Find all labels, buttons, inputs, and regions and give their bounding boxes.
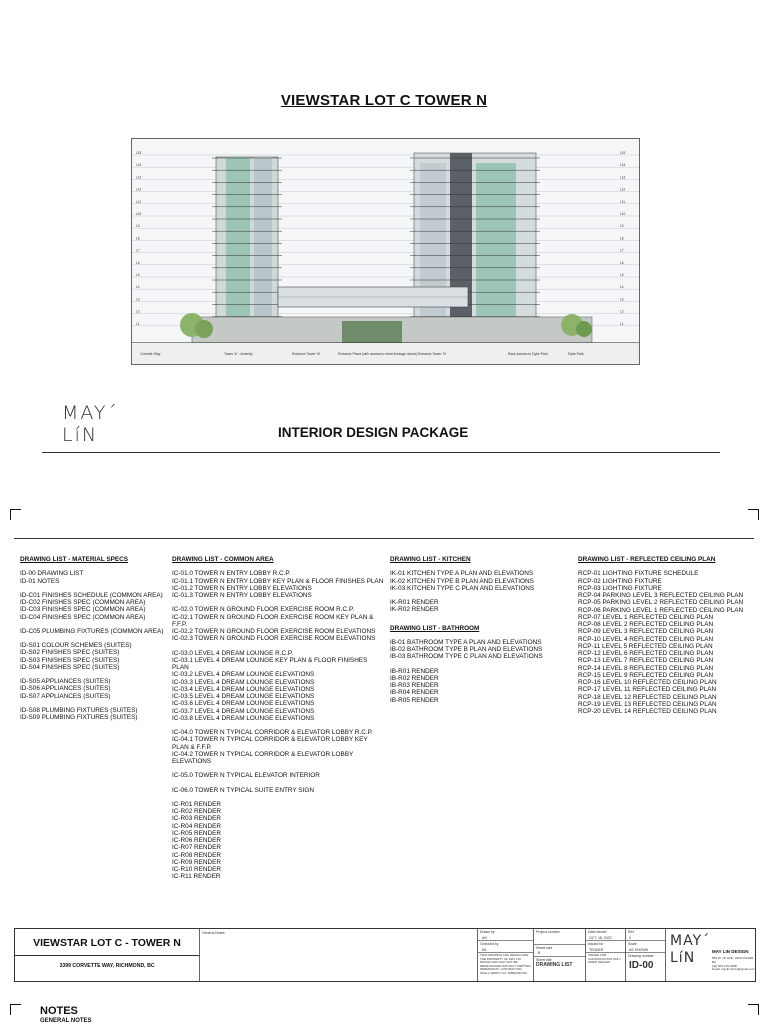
- firm-logo-line-2: LíN: [670, 950, 696, 966]
- date-scale-cell: [585, 929, 625, 981]
- level-label: L6: [136, 260, 140, 265]
- drawing-list-item: ID-S03 FINISHES SPEC (SUITES): [20, 656, 120, 664]
- drawing-list-item: RCP-10 LEVEL 4 REFLECTED CEILING PLAN: [578, 635, 714, 643]
- drawing-list-item: IC-R10 RENDER: [172, 866, 222, 873]
- list-heading: DRAWING LIST - MATERIAL SPECS: [20, 556, 129, 563]
- drawing-list-item: IC-01.1 TOWER N ENTRY LOBBY KEY PLAN & FLOOR FINISHES PLAN: [172, 577, 384, 585]
- drawing-list-item: IB-R03 RENDER: [390, 682, 439, 689]
- drawing-list-item: IC-03.0 LEVEL 4 DREAM LOUNGE R.C.P.: [172, 649, 294, 657]
- list-body: [578, 570, 754, 715]
- drawn-checked-cell: [477, 929, 533, 981]
- drawing-list-item: RCP-16 LEVEL 10 REFLECTED CEILING PLAN: [578, 679, 717, 686]
- level-label: L9: [136, 224, 140, 229]
- drawing-list-item: IC-R06 RENDER: [172, 837, 222, 844]
- drawing-list-item: IC-02.0 TOWER N GROUND FLOOR EXERCISE ROOM R.C.P.: [172, 606, 355, 614]
- drawing-list-item: IC-01.3 TOWER N ENTRY LOBBY ELEVATIONS: [172, 592, 312, 599]
- drawing-list-item: RCP-20 LEVEL 14 REFLECTED CEILING PLAN: [578, 708, 717, 715]
- drawing-list-item: ID-C05 PLUMBING FIXTURES (COMMON AREA): [20, 627, 164, 635]
- drawing-list-item: IC-03.4 LEVEL 4 DREAM LOUNGE ELEVATIONS: [172, 685, 315, 693]
- list-body: [172, 570, 384, 880]
- sheet-size: B: [538, 951, 541, 955]
- drawing-list-item: IC-R04 RENDER: [172, 822, 222, 830]
- drawing-list-item: IC-R02 RENDER: [172, 808, 222, 815]
- date-label: Date issued: [588, 930, 607, 934]
- drawing-list-item: IC-R01 RENDER: [172, 800, 222, 808]
- drawing-list-item: ID-00 DRAWING LIST: [20, 570, 84, 578]
- drawing-list-item: RCP-08 LEVEL 2 REFLECTED CEILING PLAN: [578, 621, 714, 628]
- rev-label: Rev: [628, 930, 635, 934]
- drawing-list-item: ID-S04 FINISHES SPEC (SUITES): [20, 663, 120, 671]
- level-label: L5: [136, 273, 140, 277]
- drawn-by: AN: [482, 935, 487, 940]
- drawing-list-item: IK-R02 RENDER: [390, 606, 439, 614]
- drawing-list-item: RCP-15 LEVEL 9 REFLECTED CEILING PLAN: [578, 671, 714, 679]
- level-label: L13: [620, 175, 626, 180]
- level-label: L1: [136, 321, 140, 326]
- firm-email: Email: maylin.hk.lin@gmail.com: [712, 967, 755, 972]
- firm-cell: [665, 929, 755, 981]
- drawing-list-item: RCP-19 LEVEL 13 REFLECTED CEILING PLAN: [578, 700, 717, 708]
- seal-note: ISSUED FOR CONSTRUCTION ONLY WHEN SEALED: [586, 952, 625, 966]
- list-spacer: [390, 661, 570, 668]
- drawing-list-item: RCP-17 LEVEL 11 REFLECTED CEILING PLAN: [578, 686, 717, 694]
- drawing-list-item: IC-01.0 TOWER N ENTRY LOBBY R.C.P.: [172, 570, 291, 578]
- maylin-logo: [62, 402, 119, 446]
- level-label: L1: [620, 321, 624, 326]
- list-spacer: [390, 592, 570, 599]
- level-label: L7: [620, 248, 624, 253]
- drawing-list-item: IC-05.0 TOWER N TYPICAL ELEVATOR INTERIOR: [172, 772, 320, 780]
- firm-name: MAY LIN DESIGN: [712, 949, 749, 954]
- corner-mark: [10, 1004, 21, 1015]
- scale-label: Scale: [626, 940, 665, 948]
- title-block: [14, 928, 756, 982]
- caption-label: Rack Access to Dyke Park: [508, 352, 548, 356]
- caption-label: Tower 'A' - Amenity: [224, 352, 253, 356]
- drawing-list-item: ID-S02 FINISHES SPEC (SUITES): [20, 649, 120, 657]
- drawing-list-item: ID-C02 FINISHES SPEC (COMMON AREA): [20, 599, 146, 606]
- drawing-list-item: RCP-11 LEVEL 5 REFLECTED CEILING PLAN: [578, 642, 713, 650]
- list-spacer: [20, 621, 170, 628]
- drawing-list-item: IC-02.2 TOWER N GROUND FLOOR EXERCISE ROOM ELEVATIONS: [172, 628, 376, 635]
- drawing-list-item: IK-01 KITCHEN TYPE A PLAN AND ELEVATIONS: [390, 570, 534, 578]
- package-title: INTERIOR DESIGN PACKAGE: [278, 425, 469, 440]
- drawing-list-item: ID-C03 FINISHES SPEC (COMMON AREA): [20, 606, 146, 614]
- drawing-list-item: ID-S05 APPLIANCES (SUITES): [20, 678, 111, 685]
- drawing-list-item: RCP-07 LEVEL 1 REFLECTED CEILING PLAN: [578, 613, 714, 621]
- general-notes-label: General Notes: [202, 931, 225, 935]
- level-label: L9: [620, 224, 624, 229]
- drawing-list-item: RCP-05 PARKING LEVEL 2 REFLECTED CEILING PLAN: [578, 599, 744, 607]
- drawing-list-item: IC-R11 RENDER: [172, 873, 221, 881]
- drawing-list-item: IB-R04 RENDER: [390, 689, 439, 697]
- drawing-list-item: RCP-18 LEVEL 12 REFLECTED CEILING PLAN: [578, 693, 717, 701]
- general-notes-subtitle: GENERAL NOTES: [40, 1018, 92, 1024]
- drawing-list-item: RCP-06 PARKING LEVEL 1 REFLECTED CEILING PLAN: [578, 606, 744, 614]
- list-heading: DRAWING LIST - KITCHEN: [390, 556, 471, 563]
- drawing-list-item: IC-R05 RENDER: [172, 829, 222, 837]
- drawing-list-item: IC-03.6 LEVEL 4 DREAM LOUNGE ELEVATIONS: [172, 700, 315, 708]
- list-spacer: [172, 794, 384, 801]
- list-spacer: [172, 780, 384, 787]
- tower-right: [414, 153, 536, 343]
- caption-label: Dyke Park: [568, 352, 584, 356]
- drawing-list-item: IB-R01 RENDER: [390, 667, 439, 675]
- level-label: L3: [136, 297, 140, 302]
- drawing-list-item: IC-04.1 TOWER N TYPICAL CORRIDOR & ELEVATOR LOBBY KEY PLAN & F.F.P.: [172, 736, 370, 751]
- rev: 0: [629, 935, 631, 940]
- level-label: L2: [620, 309, 624, 314]
- level-label: L8: [136, 236, 140, 241]
- drawing-list-item: IC-R09 RENDER: [172, 858, 222, 866]
- list-common-area: [172, 556, 384, 881]
- scale: AS SHOWN: [629, 947, 649, 952]
- disclaimer: THIS DRAWING AND DESIGN ARE THE PROPERTY OF MAY LIN DESIGN AND MAY NOT BE REPRODUCED WITHOUT WRITTEN PERMISSION. CONTRACTOR SHALL VERIFY ALL DIMENSIONS.: [478, 952, 533, 977]
- list-body: [390, 639, 570, 704]
- tower-left: [216, 157, 278, 317]
- project-address: 3399 CORVETTE WAY, RICHMOND, BC: [59, 963, 155, 969]
- divider: [14, 538, 754, 539]
- list-spacer: [20, 671, 170, 678]
- drawing-list-item: ID-C01 FINISHES SCHEDULE (COMMON AREA): [20, 591, 163, 599]
- list-ceiling: [578, 556, 754, 715]
- drawing-list-item: ID-S01 COLOUR SCHEMES (SUITES): [20, 642, 132, 649]
- list-heading: DRAWING LIST - COMMON AREA: [172, 556, 274, 563]
- level-label: L2: [136, 309, 140, 314]
- issued-for-label: Issued for: [586, 940, 625, 948]
- drawing-list-item: ID-S08 PLUMBING FIXTURES (SUITES): [20, 706, 138, 714]
- list-material-specs: [20, 556, 170, 721]
- level-label: L14: [620, 163, 626, 168]
- firm-logo: [670, 933, 710, 967]
- sheet-title: DRAWING LIST: [536, 962, 573, 968]
- caption-label: Entrance Plaza (with access to retail frontage above): [338, 352, 418, 356]
- list-spacer: [20, 585, 170, 592]
- drawing-number: ID-00: [629, 959, 654, 971]
- issued-for: TENDER: [589, 947, 604, 952]
- level-label: L8: [620, 236, 624, 241]
- project-number-label: Project number: [536, 930, 560, 934]
- drawing-list-item: IK-03 KITCHEN TYPE C PLAN AND ELEVATIONS: [390, 584, 535, 592]
- list-spacer: [172, 765, 384, 772]
- project-title: VIEWSTAR LOT C - TOWER N: [33, 937, 181, 949]
- list-body: [20, 570, 170, 721]
- level-label: L11: [136, 199, 142, 204]
- list-body: [390, 570, 570, 613]
- drawing-number-label: Drawing number: [626, 952, 665, 960]
- elevation-svg: [132, 139, 639, 364]
- drawing-list-item: IC-02.1 TOWER N GROUND FLOOR EXERCISE ROOM KEY PLAN & F.F.P.: [172, 613, 376, 628]
- project-cell: [15, 929, 199, 981]
- level-label: L5: [620, 273, 624, 277]
- general-notes-cell: [199, 929, 477, 981]
- drawing-list-item: IB-02 BATHROOM TYPE B PLAN AND ELEVATIONS: [390, 646, 543, 653]
- drawing-list-item: RCP-14 LEVEL 8 REFLECTED CEILING PLAN: [578, 664, 714, 672]
- drawing-list-item: IC-06.0 TOWER N TYPICAL SUITE ENTRY SIGN: [172, 786, 314, 794]
- firm-contact: [712, 957, 756, 972]
- firm-address: 555 W. 7th AVE, VANCOUVER, BC: [712, 956, 755, 964]
- level-label: L10: [620, 212, 626, 216]
- drawing-list-item: IC-04.0 TOWER N TYPICAL CORRIDOR & ELEVATOR LOBBY R.C.P.: [172, 729, 373, 736]
- drawing-list-item: IC-04.2 TOWER N TYPICAL CORRIDOR & ELEVATOR LOBBY ELEVATIONS: [172, 750, 355, 765]
- drawing-list-item: IC-R08 RENDER: [172, 851, 222, 859]
- drawing-list-item: IB-R02 RENDER: [390, 674, 439, 682]
- logo-line-1: MAY´: [62, 402, 119, 424]
- level-label: L4: [620, 285, 624, 290]
- level-label: L7: [136, 248, 140, 253]
- building-elevation-drawing: [131, 138, 640, 365]
- level-label: L15: [136, 151, 142, 155]
- drawing-list-item: IC-03.8 LEVEL 4 DREAM LOUNGE ELEVATIONS: [172, 714, 315, 722]
- sheet-size-label: Sheet size: [534, 944, 585, 952]
- level-label: L13: [136, 175, 142, 180]
- level-label: L3: [620, 297, 624, 302]
- notes-title: NOTES: [40, 1005, 78, 1017]
- rev-scale-cell: [625, 929, 665, 981]
- drawing-list-item: IC-03.1 LEVEL 4 DREAM LOUNGE KEY PLAN & FLOOR FINISHES PLAN: [172, 656, 370, 671]
- level-label: L15: [620, 151, 626, 155]
- level-label: L12: [620, 187, 626, 192]
- drawing-list-item: IC-R07 RENDER: [172, 844, 222, 852]
- drawing-list-item: IC-03.2 LEVEL 4 DREAM LOUNGE ELEVATIONS: [172, 671, 315, 679]
- drawing-list-item: RCP-12 LEVEL 6 REFLECTED CEILING PLAN: [578, 650, 714, 657]
- drawing-list-item: RCP-09 LEVEL 3 REFLECTED CEILING PLAN: [578, 628, 714, 636]
- drawing-list-item: IB-03 BATHROOM TYPE C PLAN AND ELEVATIONS: [390, 653, 543, 661]
- level-label: L4: [136, 285, 140, 290]
- drawing-list-item: IC-R03 RENDER: [172, 815, 222, 823]
- drawing-list-item: RCP-02 LIGHTING FIXTURE: [578, 577, 662, 585]
- drawing-list-item: IK-R01 RENDER: [390, 599, 439, 606]
- drawing-list-item: IC-02.3 TOWER N GROUND FLOOR EXERCISE ROOM ELEVATIONS: [172, 635, 376, 643]
- drawing-list-item: RCP-13 LEVEL 7 REFLECTED CEILING PLAN: [578, 657, 714, 665]
- list-spacer: [20, 700, 170, 707]
- divider: [42, 452, 720, 453]
- list-kitchen-bathroom: [390, 556, 570, 704]
- drawing-list-item: IC-03.5 LEVEL 4 DREAM LOUNGE ELEVATIONS: [172, 693, 315, 700]
- level-label: L6: [620, 260, 624, 265]
- list-spacer: [172, 643, 384, 650]
- drawing-list-item: IC-03.7 LEVEL 4 DREAM LOUNGE ELEVATIONS: [172, 707, 315, 715]
- list-spacer: [20, 635, 170, 642]
- list-spacer: [172, 722, 384, 729]
- drawing-list-item: IK-02 KITCHEN TYPE B PLAN AND ELEVATIONS: [390, 577, 534, 585]
- drawing-list-item: ID-C04 FINISHES SPEC (COMMON AREA): [20, 613, 146, 621]
- drawing-list-item: RCP-01 LIGHTING FIXTURE SCHEDULE: [578, 570, 699, 578]
- corner-mark: [10, 509, 21, 520]
- drawing-list-item: ID-01 NOTES: [20, 577, 60, 585]
- checked-by-label: Checked by: [478, 940, 533, 948]
- corner-mark: [748, 1004, 759, 1015]
- caption-label: Corvette Way: [140, 352, 161, 356]
- drawn-by-label: Drawn by: [480, 930, 495, 934]
- corner-mark: [748, 509, 759, 520]
- logo-line-2: LíN: [62, 424, 99, 446]
- drawing-list-item: ID-S06 APPLIANCES (SUITES): [20, 685, 111, 693]
- drawing-list-item: RCP-04 PARKING LEVEL 3 REFLECTED CEILING PLAN: [578, 592, 744, 599]
- list-heading: DRAWING LIST - BATHROOM: [390, 624, 480, 632]
- caption-label: Entrance Tower 'N': [418, 352, 447, 356]
- level-label: L14: [136, 163, 142, 168]
- list-spacer: [172, 599, 384, 606]
- drawing-list-item: IC-01.2 TOWER N ENTRY LOBBY ELEVATIONS: [172, 584, 312, 592]
- drawing-list-item: ID-S09 PLUMBING FIXTURES (SUITES): [20, 714, 138, 721]
- page-title: VIEWSTAR LOT C TOWER N: [280, 92, 488, 109]
- drawing-list-item: IC-03.3 LEVEL 4 DREAM LOUNGE ELEVATIONS: [172, 678, 315, 686]
- project-number-cell: [533, 929, 585, 981]
- drawing-list-item: IB-01 BATHROOM TYPE A PLAN AND ELEVATIONS: [390, 638, 542, 646]
- firm-phone: (tel) 604-710-3288: [712, 963, 737, 968]
- drawing-list-item: RCP-03 LIGHTING FIXTURE: [578, 584, 662, 592]
- sheet-title-label: Sheet title: [534, 956, 585, 964]
- level-label: L12: [136, 187, 142, 192]
- checked-by: ML: [482, 947, 487, 952]
- level-label: L11: [620, 199, 626, 204]
- drawing-list-item: ID-S07 APPLIANCES (SUITES): [20, 692, 111, 700]
- firm-logo-line-1: MAY´: [670, 933, 711, 949]
- drawing-list-item: IB-R05 RENDER: [390, 696, 439, 704]
- date: OCT. 18, 2022: [589, 935, 612, 940]
- list-heading: DRAWING LIST - REFLECTED CEILING PLAN: [578, 556, 716, 563]
- level-label: L10: [136, 212, 142, 216]
- caption-label: Entrance Tower 'N': [292, 352, 321, 356]
